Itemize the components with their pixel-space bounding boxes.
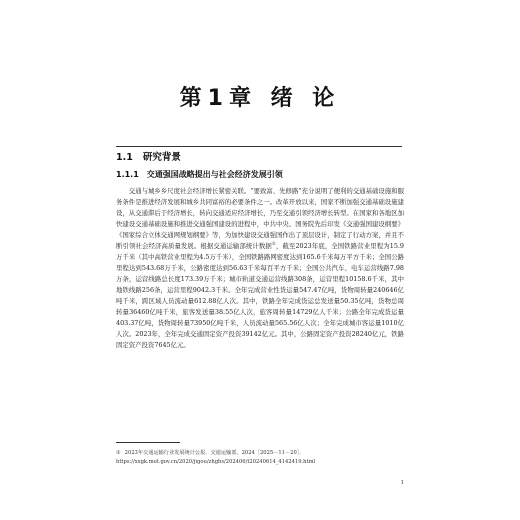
section-rule [116, 146, 402, 147]
footnote-mark: ① [116, 450, 121, 456]
body-text-after-mark: ，截至2023年底，全国铁路营业里程为15.9万千米（其中高铁营业里程为4.5万千米），全国铁路路网密度达到165.6千米每万平方千米；全国公路里程达到543.68万千米，公路密度达到56.63千米每百平方千米；全国公共汽车、电车运营线路7.98万条，运营线路总长度173.39万千米；城市轨道交通运营线路308条，运营里程10158.6千米，其中地铁线路256条，运营里程9042.3千米。全年完成营业性货运量547.47亿吨，货物周转量240646亿吨千米，跨区域人员流动量612.88亿人次。其中，铁路全年完成货运总发送量50.35亿吨，货物总周转量36460亿吨千米，旅客发送量38.55亿人次，旅客周转量14729亿人千米；公路全年完成货运量403.37亿吨，货物周转量73950亿吨千米，人员流动量565.56亿人次；全年完成城市客运量1010亿人次。2023年，全年完成交通固定资产投资39142亿元。其中，公路固定资产投资28240亿元，铁路固定资产投资7645亿元。 [116, 242, 404, 349]
footnote-rule [116, 442, 180, 443]
footnote [116, 449, 404, 467]
section-number: 1.1 [116, 152, 133, 163]
subsection-title: 交通强国战略提出与社会经济发展引领 [146, 170, 283, 179]
footnote-text: 2023年交通运输行业发展统计公报．交通运输部，2024［2025－11－20］．https://xxgk.mot.gov.cn/2020/jigou/zhghs/202406/t20240614_4142419.html [116, 450, 316, 465]
section-title: 研究背景 [142, 152, 181, 163]
page-number: 1 [400, 480, 404, 486]
body-text-before-mark: 交通与城乡乡尺度社会经济增长紧密关联。“要致富、先修路”充分说明了便利的交通基础设施和服务条件是推进经济发展和城乡共同富裕的必要条件之一。改革开放以来，国家不断加强交通基础设施建设，从交通滞后于经济增长，转向交通适应经济增长，乃至交通引领经济增长转型。在国家和各地区加快建设交通基础设施和推进交通强国建设的进程中，中共中央、国务院先后印发《交通强国建设纲要》《国家综合立体交通网规划纲要》等，为加快建设交通强国作出了顶层设计，制定了行动方案，并且不断引领社会经济高质量发展。根据交通运输部统计数据 [116, 187, 404, 250]
subsection-heading [116, 169, 283, 180]
chapter-title: 第1章 绪 论 [179, 86, 341, 111]
subsection-number: 1.1.1 [116, 170, 139, 179]
section-heading [116, 149, 181, 163]
footnote-reference[interactable]: ① [271, 241, 276, 247]
body-paragraph [116, 186, 404, 351]
